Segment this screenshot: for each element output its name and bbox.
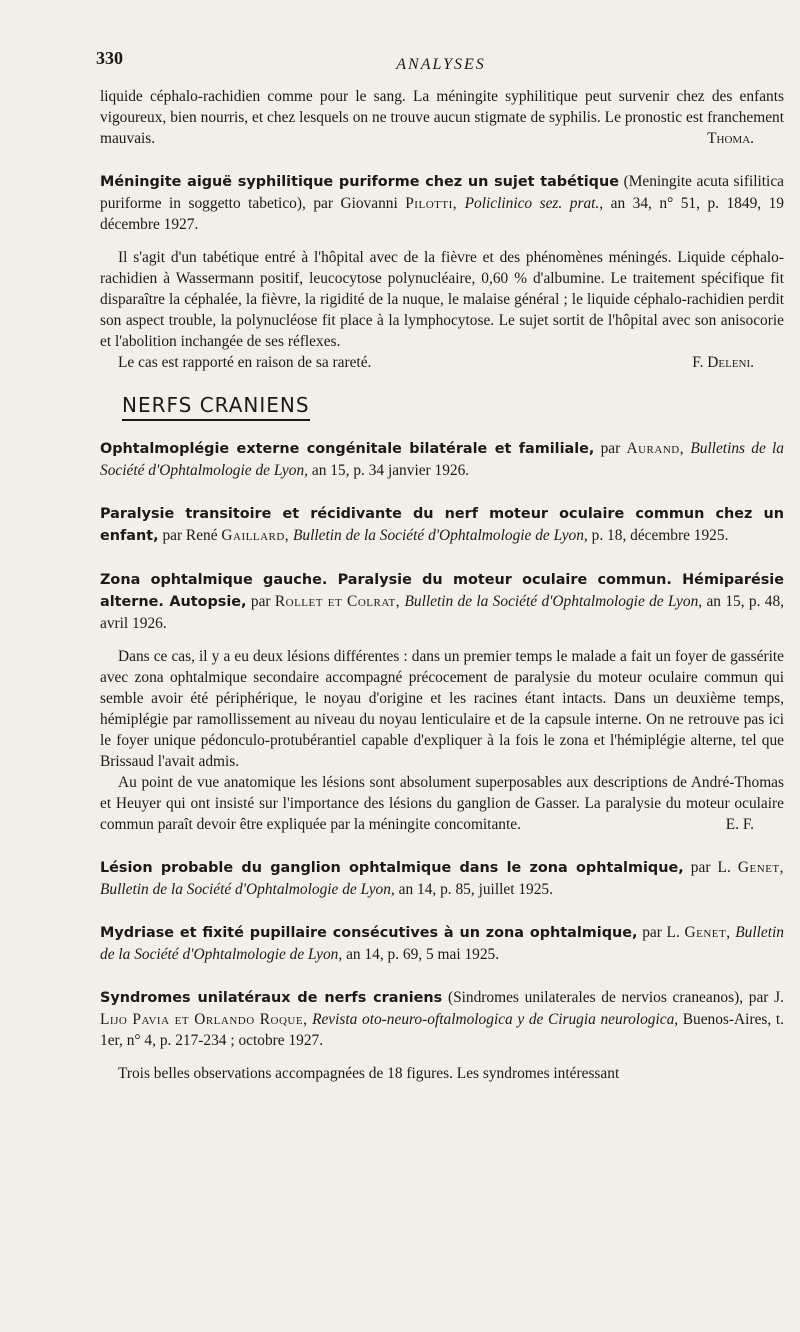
entry-title: Paralysie transitoire et récidivante du nerf moteur oculaire commun chez un enfant, <box>100 506 784 544</box>
entry-title: Mydriase et fixité pupillaire consécutives à un zona ophtalmique, <box>100 925 638 941</box>
entry-original-title: (Sindromes unilaterales de nervios craneanos), par J. <box>447 989 784 1006</box>
entry-journal: Policlinico sez. prat., <box>464 195 604 212</box>
entry-paragraph <box>100 772 784 835</box>
entry-signature: F. Deleni. <box>692 354 754 371</box>
entry-reference: Buenos-Aires, t. 1er, n° 4, p. 217-234 ; octobre 1927. <box>100 1011 784 1049</box>
entry-pre: par <box>250 593 271 610</box>
entry-ophtalmoplegie <box>100 438 784 481</box>
entry-reference: an 15, p. 48, avril 1926. <box>100 593 785 632</box>
entry-heading <box>100 438 784 481</box>
entry-paralysie <box>100 503 784 547</box>
entry-author: Genet, <box>737 859 784 876</box>
entry-original-title: (Meningite acuta sifilitica puriforme in soggetto tabetico), par Giovanni <box>100 173 784 212</box>
running-title: ANALYSES <box>396 56 486 73</box>
entry-title: Syndromes unilatéraux de nerfs craniens <box>100 990 443 1006</box>
entry-heading <box>100 171 784 235</box>
section-heading <box>100 395 784 416</box>
page-number: 330 <box>96 48 123 68</box>
entry-heading <box>100 987 784 1051</box>
entry-paragraph-text: Le cas est rapporté en raison de sa rareté. <box>118 354 372 371</box>
entry-author: Aurand, <box>626 440 685 457</box>
entry-title: Méningite aiguë syphilitique puriforme chez un sujet tabétique <box>100 174 619 190</box>
entry-journal: Bulletin de la Société d'Ophtalmologie de Lyon, <box>404 593 703 610</box>
entry-journal: Revista oto-neuro-oftalmologica y de Cirugia neurologica, <box>312 1011 679 1028</box>
entry-heading <box>100 857 784 900</box>
intro-signature: Thoma. <box>707 130 754 147</box>
entry-syndromes <box>100 987 784 1084</box>
entry-author: Gaillard, <box>221 527 290 544</box>
entry-title: Zona ophtalmique gauche. Paralysie du moteur oculaire commun. Hémiparésie alterne. Autopsie, <box>100 572 784 610</box>
entry-meningite <box>100 171 784 373</box>
section-title: NERFS CRANIENS <box>122 393 310 421</box>
entry-heading <box>100 503 784 547</box>
entry-pre: par L. <box>642 924 680 941</box>
entry-signature: E. F. <box>725 816 754 833</box>
entry-paragraph <box>100 352 784 373</box>
entry-ganglion <box>100 857 784 900</box>
entry-heading <box>100 922 784 965</box>
entry-paragraph-text: Au point de vue anatomique les lésions sont absolument superposables aux descriptions de André-Thomas et Heuyer qui ont insisté sur l'importance des lésions du ganglion de Gasser. La paralysie du moteur oculaire commun paraît devoir être expliquée par la méningite concomitante. <box>100 774 784 833</box>
entry-journal: Bulletin de la Société d'Ophtalmologie de Lyon, <box>293 527 588 544</box>
entry-pre: par René <box>162 527 218 544</box>
entry-author: Genet, <box>684 924 731 941</box>
entry-author: Pilotti, <box>405 195 458 212</box>
entry-reference: an 14, p. 85, juillet 1925. <box>398 881 553 898</box>
entry-journal: Bulletin de la Société d'Ophtalmologie de Lyon, <box>100 924 784 963</box>
entry-zona <box>100 569 784 835</box>
entry-paragraph: Dans ce cas, il y a eu deux lésions différentes : dans un premier temps le malade a fait un foyer de gassérite avec zona ophtalmique secondaire accompagné précocement de paralysie du moteur oculaire commun qui semble avoir été périphérique, le noyau d'origine et les racines étant intacts. Dans un deuxième temps, hémiplégie par ramollissement au niveau du noyau lenticulaire et de la capsule interne. On ne retrouve pas ici le foyer unique pédonculo-protubérantiel capable d'expliquer à la fois le zona et l'hémiplégie alterne, tel que Brissaud l'avait admis. <box>100 648 784 770</box>
entry-reference: an 34, n° 51, p. 1849, 19 décembre 1927. <box>100 195 784 233</box>
entry-heading <box>100 569 784 634</box>
entry-pre: par L. <box>690 859 731 876</box>
entry-title: Lésion probable du ganglion ophtalmique dans le zona ophtalmique, <box>100 860 684 876</box>
intro-paragraph <box>100 86 784 149</box>
entry-author: Lijo Pavia et Orlando Roque, <box>100 1011 308 1028</box>
entry-reference: an 14, p. 69, 5 mai 1925. <box>346 946 500 963</box>
entry-mydriase <box>100 922 784 965</box>
entry-pre: par <box>600 440 621 457</box>
page-header <box>96 48 786 78</box>
entry-reference: p. 18, décembre 1925. <box>591 527 729 544</box>
entry-journal: Bulletins de la Société d'Ophtalmologie de Lyon, <box>100 440 784 479</box>
entry-paragraph: Il s'agit d'un tabétique entré à l'hôpital avec de la fièvre et des phénomènes méningés. Liquide céphalo-rachidien à Wassermann positif, leucocytose polynucléaire, 0,60 % d'albumine. Le traitement spécifique fit disparaître la céphalée, la fièvre, la rigidité de la nuque, le malaise général ; le liquide céphalo-rachidien perdit son aspect trouble, la polynucléose fit place à la lymphocytose. Le sujet sortit de l'hôpital avec son anisocorie et l'abolition inchangée de ses réflexes. <box>100 249 784 350</box>
page-content <box>100 86 784 1084</box>
entry-author: Rollet et Colrat, <box>274 593 401 610</box>
intro-text: liquide céphalo-rachidien comme pour le sang. La méningite syphilitique peut survenir chez des enfants vigoureux, bien nourris, et chez lesquels on ne trouve aucun stigmate de syphilis. Le pronostic est franchement mauvais. <box>100 88 784 147</box>
entry-paragraph: Trois belles observations accompagnées de 18 figures. Les syndromes intéressant <box>118 1065 620 1082</box>
entry-journal: Bulletin de la Société d'Ophtalmologie de Lyon, <box>100 881 395 898</box>
entry-title: Ophtalmoplégie externe congénitale bilatérale et familiale, <box>100 441 595 457</box>
entry-reference: an 15, p. 34 janvier 1926. <box>311 462 470 479</box>
